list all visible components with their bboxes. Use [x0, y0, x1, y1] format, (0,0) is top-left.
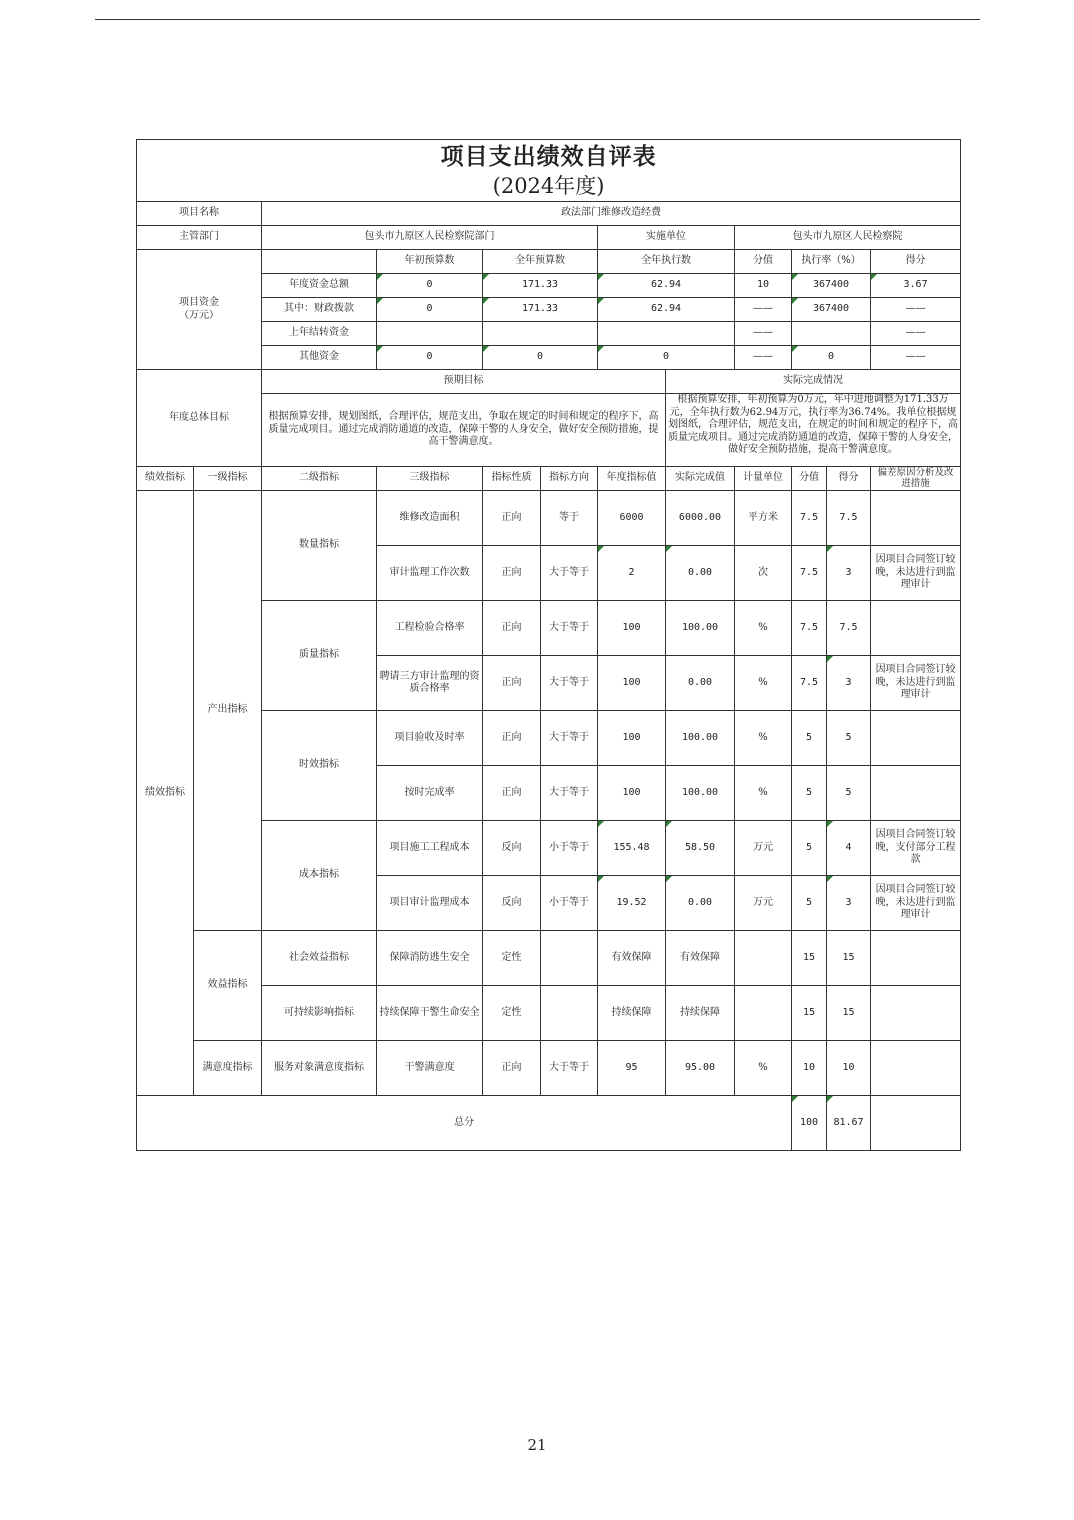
l2-quality: 质量指标	[262, 601, 377, 711]
ind-name: 持续保障干警生命安全	[377, 986, 483, 1041]
total-reason	[871, 1096, 961, 1151]
funds-row-init	[377, 322, 483, 346]
ind-reason	[871, 766, 961, 821]
ind-header: 分值	[792, 467, 827, 491]
ind-reason	[871, 711, 961, 766]
ind-header: 二级指标	[262, 467, 377, 491]
l2-social: 社会效益指标	[262, 931, 377, 986]
ind-dir	[541, 986, 598, 1041]
funds-row-name: 上年结转资金	[262, 322, 377, 346]
ind-name: 干警满意度	[377, 1041, 483, 1096]
l1-output: 产出指标	[194, 491, 262, 931]
funds-row-exec: 62.94	[598, 298, 735, 322]
ind-target: 6000	[598, 491, 666, 546]
project-name-value: 政法部门维修改造经费	[262, 202, 961, 226]
funds-header-blank	[262, 250, 377, 274]
ind-unit: %	[735, 601, 792, 656]
ind-score: 5	[827, 766, 871, 821]
funds-row-score: ——	[871, 298, 961, 322]
ind-score: 3	[827, 656, 871, 711]
funds-row-score: ——	[871, 322, 961, 346]
dept-label: 主管部门	[137, 226, 262, 250]
funds-row-exec: 0	[598, 346, 735, 370]
ind-unit	[735, 931, 792, 986]
ind-name: 按时完成率	[377, 766, 483, 821]
impl-unit-label: 实施单位	[598, 226, 735, 250]
ind-score: 7.5	[827, 491, 871, 546]
funds-row-budget: 171.33	[483, 274, 598, 298]
l2-sustain: 可持续影响指标	[262, 986, 377, 1041]
ind-score-val: 7.5	[792, 491, 827, 546]
ind-unit: %	[735, 1041, 792, 1096]
impl-unit-value: 包头市九原区人民检察院	[735, 226, 961, 250]
ind-reason	[871, 601, 961, 656]
ind-dir: 大于等于	[541, 546, 598, 601]
ind-nature: 正向	[483, 711, 541, 766]
total-score: 81.67	[827, 1096, 871, 1151]
funds-row-rate: 367400	[792, 298, 871, 322]
ind-unit	[735, 986, 792, 1041]
ind-score: 15	[827, 931, 871, 986]
ind-target: 100	[598, 656, 666, 711]
ind-actual: 100.00	[666, 766, 735, 821]
ind-target: 持续保障	[598, 986, 666, 1041]
ind-score-val: 5	[792, 821, 827, 876]
ind-actual: 0.00	[666, 876, 735, 931]
funds-row-name: 年度资金总额	[262, 274, 377, 298]
ind-name: 维修改造面积	[377, 491, 483, 546]
ind-unit: 次	[735, 546, 792, 601]
ind-score-val: 5	[792, 766, 827, 821]
ind-score: 10	[827, 1041, 871, 1096]
ind-score: 5	[827, 711, 871, 766]
l1-satisfaction: 满意度指标	[194, 1041, 262, 1096]
ind-nature: 正向	[483, 546, 541, 601]
ind-score-val: 7.5	[792, 601, 827, 656]
header-rule	[95, 19, 980, 20]
goals-expected-text: 根据预算安排，规划图纸，合理评估，规范支出，争取在规定的时间和规定的程序下，高质量完成项目。通过完成消防通道的改造，保障干警的人身安全，做好安全预防措施，提高干警满意度。	[262, 394, 666, 467]
l2-timeliness: 时效指标	[262, 711, 377, 821]
funds-row-score-val: ——	[735, 298, 792, 322]
funds-row-rate	[792, 322, 871, 346]
ind-header: 一级指标	[194, 467, 262, 491]
ind-dir: 大于等于	[541, 1041, 598, 1096]
funds-row-init: 0	[377, 298, 483, 322]
ind-score-val: 10	[792, 1041, 827, 1096]
ind-dir: 小于等于	[541, 821, 598, 876]
funds-row-score: ——	[871, 346, 961, 370]
ind-name: 聘请三方审计监理的资质合格率	[377, 656, 483, 711]
ind-nature: 正向	[483, 491, 541, 546]
ind-nature: 定性	[483, 986, 541, 1041]
ind-score-val: 5	[792, 876, 827, 931]
ind-unit: %	[735, 766, 792, 821]
ind-nature: 正向	[483, 766, 541, 821]
ind-header: 偏差原因分析及改进措施	[871, 467, 961, 491]
ind-reason	[871, 931, 961, 986]
l2-service: 服务对象满意度指标	[262, 1041, 377, 1096]
ind-header: 指标性质	[483, 467, 541, 491]
funds-row-budget	[483, 322, 598, 346]
ind-header: 指标方向	[541, 467, 598, 491]
ind-reason: 因项目合同签订较晚，支付部分工程款	[871, 821, 961, 876]
performance-self-evaluation-table	[136, 139, 961, 1151]
ind-actual: 0.00	[666, 656, 735, 711]
funds-row-init: 0	[377, 346, 483, 370]
ind-reason: 因项目合同签订较晚，未达进行到监理审计	[871, 546, 961, 601]
ind-nature: 反向	[483, 821, 541, 876]
funds-header-score: 得分	[871, 250, 961, 274]
funds-row-exec: 62.94	[598, 274, 735, 298]
funds-row-score-val: ——	[735, 322, 792, 346]
ind-dir: 等于	[541, 491, 598, 546]
ind-actual: 58.50	[666, 821, 735, 876]
ind-score-val: 15	[792, 986, 827, 1041]
funds-row-name: 其他资金	[262, 346, 377, 370]
goals-actual-header: 实际完成情况	[666, 370, 961, 394]
ind-nature: 正向	[483, 1041, 541, 1096]
ind-actual: 100.00	[666, 601, 735, 656]
funds-row-budget: 0	[483, 346, 598, 370]
funds-row-score-val: 10	[735, 274, 792, 298]
ind-actual: 持续保障	[666, 986, 735, 1041]
ind-name: 保障消防逃生安全	[377, 931, 483, 986]
l2-cost: 成本指标	[262, 821, 377, 931]
funds-row-exec	[598, 322, 735, 346]
project-name-label: 项目名称	[137, 202, 262, 226]
funds-row-rate: 367400	[792, 274, 871, 298]
ind-header: 绩效指标	[137, 467, 194, 491]
ind-score: 4	[827, 821, 871, 876]
ind-target: 有效保障	[598, 931, 666, 986]
funds-row-score: 3.67	[871, 274, 961, 298]
ind-target: 19.52	[598, 876, 666, 931]
ind-nature: 定性	[483, 931, 541, 986]
ind-dir: 小于等于	[541, 876, 598, 931]
goals-actual-cell	[666, 394, 961, 467]
ind-unit: 万元	[735, 876, 792, 931]
ind-nature: 正向	[483, 601, 541, 656]
funds-row-rate: 0	[792, 346, 871, 370]
ind-header: 计量单位	[735, 467, 792, 491]
ind-score: 7.5	[827, 601, 871, 656]
ind-target: 2	[598, 546, 666, 601]
ind-score-val: 15	[792, 931, 827, 986]
ind-score-val: 7.5	[792, 656, 827, 711]
ind-actual: 100.00	[666, 711, 735, 766]
funds-header-budget: 全年预算数	[483, 250, 598, 274]
table-title-cell	[137, 140, 961, 202]
ind-actual: 有效保障	[666, 931, 735, 986]
ind-header: 得分	[827, 467, 871, 491]
funds-row-name: 其中：财政拨款	[262, 298, 377, 322]
ind-unit: 万元	[735, 821, 792, 876]
ind-unit: 平方米	[735, 491, 792, 546]
ind-unit: %	[735, 711, 792, 766]
ind-dir: 大于等于	[541, 711, 598, 766]
total-label: 总分	[137, 1096, 792, 1151]
table-subtitle: (2024年度)	[492, 173, 605, 198]
ind-actual: 95.00	[666, 1041, 735, 1096]
ind-target: 95	[598, 1041, 666, 1096]
perf-label: 绩效指标	[137, 491, 194, 1096]
ind-dir: 大于等于	[541, 656, 598, 711]
funds-label: 项目资金 （万元）	[137, 250, 262, 370]
ind-name: 项目审计监理成本	[377, 876, 483, 931]
funds-header-init: 年初预算数	[377, 250, 483, 274]
ind-score-val: 5	[792, 711, 827, 766]
ind-dir: 大于等于	[541, 766, 598, 821]
goals-label: 年度总体目标	[137, 370, 262, 467]
ind-target: 100	[598, 711, 666, 766]
ind-nature: 反向	[483, 876, 541, 931]
ind-header: 实际完成值	[666, 467, 735, 491]
funds-row-score-val: ——	[735, 346, 792, 370]
funds-row-init: 0	[377, 274, 483, 298]
l1-benefit: 效益指标	[194, 931, 262, 1041]
total-score-val: 100	[792, 1096, 827, 1151]
ind-target: 100	[598, 601, 666, 656]
funds-header-rate: 执行率（%）	[792, 250, 871, 274]
ind-target: 155.48	[598, 821, 666, 876]
ind-unit: %	[735, 656, 792, 711]
goals-actual-text: 根据预算安排，年初预算为0万元，年中进地调整为171.33万元，全年执行数为62.94万元，执行率为36.74%。我单位根据规划图纸，合理评估，规范支出，在规定的时间和规定的程序下，高质量完成项目。通过完成消防通道的改造，保障干警的人身安全，做好安全预防措施，提高干警满意度。	[668, 394, 959, 455]
ind-actual: 6000.00	[666, 491, 735, 546]
ind-header: 三级指标	[377, 467, 483, 491]
ind-dir	[541, 931, 598, 986]
ind-dir: 大于等于	[541, 601, 598, 656]
funds-header-score-val: 分值	[735, 250, 792, 274]
page-number: 21	[527, 1436, 547, 1454]
ind-reason	[871, 1041, 961, 1096]
funds-header-exec: 全年执行数	[598, 250, 735, 274]
ind-reason	[871, 491, 961, 546]
ind-score: 15	[827, 986, 871, 1041]
ind-reason: 因项目合同签订较晚，未达进行到监理审计	[871, 876, 961, 931]
dept-value: 包头市九原区人民检察院部门	[262, 226, 598, 250]
ind-header: 年度指标值	[598, 467, 666, 491]
ind-score: 3	[827, 546, 871, 601]
ind-target: 100	[598, 766, 666, 821]
funds-row-budget: 171.33	[483, 298, 598, 322]
ind-score: 3	[827, 876, 871, 931]
ind-name: 项目验收及时率	[377, 711, 483, 766]
table-title: 项目支出绩效自评表	[440, 142, 657, 170]
ind-name: 项目施工工程成本	[377, 821, 483, 876]
ind-nature: 正向	[483, 656, 541, 711]
ind-score-val: 7.5	[792, 546, 827, 601]
ind-reason	[871, 986, 961, 1041]
ind-name: 审计监理工作次数	[377, 546, 483, 601]
ind-reason: 因项目合同签订较晚，未达进行到监理审计	[871, 656, 961, 711]
ind-actual: 0.00	[666, 546, 735, 601]
ind-name: 工程检验合格率	[377, 601, 483, 656]
l2-quantity: 数量指标	[262, 491, 377, 601]
goals-expected-header: 预期目标	[262, 370, 666, 394]
